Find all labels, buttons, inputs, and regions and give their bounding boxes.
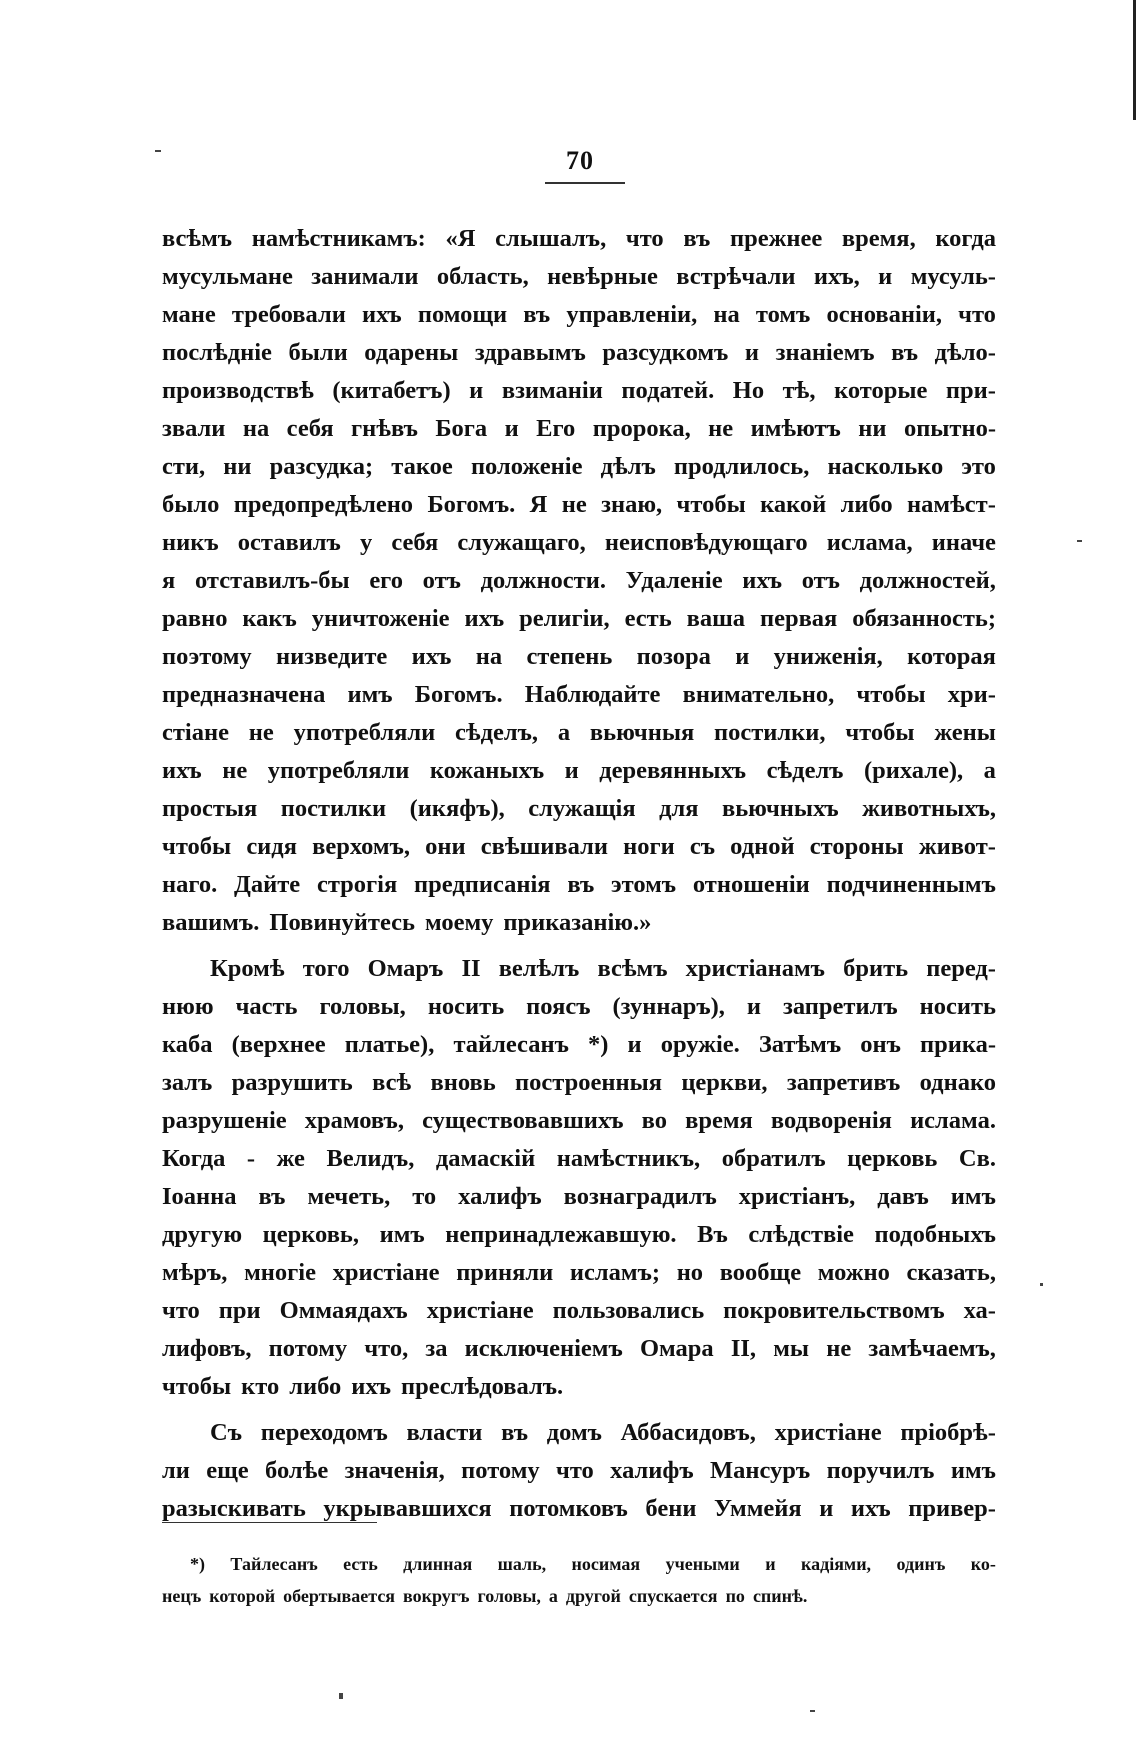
text-line: Іоанна въ мечеть, то халифъ вознаградилъ христіанъ, давъ имъ	[162, 1183, 996, 1210]
text-line: ли еще болѣе значенія, потому что халифъ Мансуръ поручилъ имъ	[162, 1457, 996, 1484]
text-line: простыя постилки (икяфъ), служащія для вьючныхъ животныхъ,	[162, 795, 996, 822]
text-line: сти, ни разсудка; такое положеніе дѣлъ продлилось, насколько это	[162, 453, 996, 480]
text-line: разыскивать укрывавшихся потомковъ бени Уммейя и ихъ привер-	[162, 1495, 996, 1522]
text-line: ихъ не употребляли кожаныхъ и деревянныхъ сѣделъ (рихале), а	[162, 757, 996, 784]
text-line: другую церковь, имъ непринадлежавшую. Въ слѣдствіе подобныхъ	[162, 1221, 996, 1248]
text-line: стіане не употребляли сѣделъ, а вьючныя постилки, чтобы жены	[162, 719, 996, 746]
body-text	[162, 220, 996, 1528]
paragraph-gap	[162, 1406, 996, 1414]
paragraph-gap	[162, 942, 996, 950]
text-line: всѣмъ намѣстникамъ: «Я слышалъ, что въ прежнее время, когда	[162, 225, 996, 252]
page-number: 70	[566, 146, 594, 175]
text-line: каба (верхнее платье), тайлесанъ *) и оружіе. Затѣмъ онъ прика-	[162, 1031, 996, 1058]
text-line: наго. Дайте строгія предписанія въ этомъ отношеніи подчиненнымъ	[162, 871, 996, 898]
text-line: что при Оммаядахъ христіане пользовались покровительствомъ ха-	[162, 1297, 996, 1324]
text-line: предназначена имъ Богомъ. Наблюдайте внимательно, чтобы хри-	[162, 681, 996, 708]
text-line: мѣръ, многіе христіане приняли исламъ; но вообще можно сказать,	[162, 1259, 996, 1286]
footnote	[162, 1548, 996, 1612]
text-line: производствѣ (китабетъ) и взиманіи податей. Но тѣ, которые при-	[162, 377, 996, 404]
text-line: послѣдніе были одарены здравымъ разсудкомъ и знаніемъ въ дѣло-	[162, 339, 996, 366]
text-line: мане требовали ихъ помощи въ управленіи, на томъ основаніи, что	[162, 301, 996, 328]
text-line: равно какъ уничтоженіе ихъ религіи, есть ваша первая обязанность;	[162, 605, 996, 632]
text-line: звали на себя гнѣвъ Бога и Его пророка, не имѣютъ ни опытно-	[162, 415, 996, 442]
speck-mark	[339, 1693, 343, 1699]
text-line: лифовъ, потому что, за исключеніемъ Омара II, мы не замѣчаемъ,	[162, 1335, 996, 1362]
text-line: вашимъ. Повинуйтесь моему приказанію.»	[162, 909, 652, 936]
footnote-line: нецъ которой обертывается вокругъ головы, а другой спускается по спинѣ.	[162, 1586, 808, 1606]
text-line: Съ переходомъ власти въ домъ Аббасидовъ, христіане пріобрѣ-	[210, 1419, 996, 1446]
speck-mark	[1040, 1283, 1043, 1286]
footnote-line: *) Тайлесанъ есть длинная шаль, носимая учеными и кадіями, одинъ ко-	[190, 1554, 996, 1574]
page-edge-shadow	[1133, 0, 1136, 120]
text-line: нюю часть головы, носить поясъ (зуннаръ), и запретилъ носить	[162, 993, 996, 1020]
text-line: Кромѣ того Омаръ II велѣлъ всѣмъ христіанамъ брить перед-	[210, 955, 996, 982]
text-line: залъ разрушить всѣ вновь построенныя церкви, запретивъ однако	[162, 1069, 996, 1096]
page-number-rule	[545, 182, 625, 184]
speck-mark	[1077, 540, 1082, 542]
text-line: было предопредѣлено Богомъ. Я не знаю, чтобы какой либо намѣст-	[162, 491, 996, 518]
text-line: чтобы сидя верхомъ, они свѣшивали ноги съ одной стороны живот-	[162, 833, 996, 860]
text-line: я отставилъ-бы его отъ должности. Удаленіе ихъ отъ должностей,	[162, 567, 996, 594]
text-line: поэтому низведите ихъ на степень позора и униженія, которая	[162, 643, 996, 670]
speck-mark	[810, 1710, 815, 1712]
text-line: разрушеніе храмовъ, существовавшихъ во время водворенія ислама.	[162, 1107, 996, 1134]
text-line: Когда - же Велидъ, дамаскій намѣстникъ, обратилъ церковь Св.	[162, 1145, 996, 1172]
text-line: чтобы кто либо ихъ преслѣдовалъ.	[162, 1373, 564, 1400]
text-line: мусульмане занимали область, невѣрные встрѣчали ихъ, и мусуль-	[162, 263, 996, 290]
text-line: никъ оставилъ у себя служащаго, неисповѣдующаго ислама, иначе	[162, 529, 996, 556]
speck-mark	[155, 150, 161, 152]
footnote-rule	[162, 1522, 377, 1523]
